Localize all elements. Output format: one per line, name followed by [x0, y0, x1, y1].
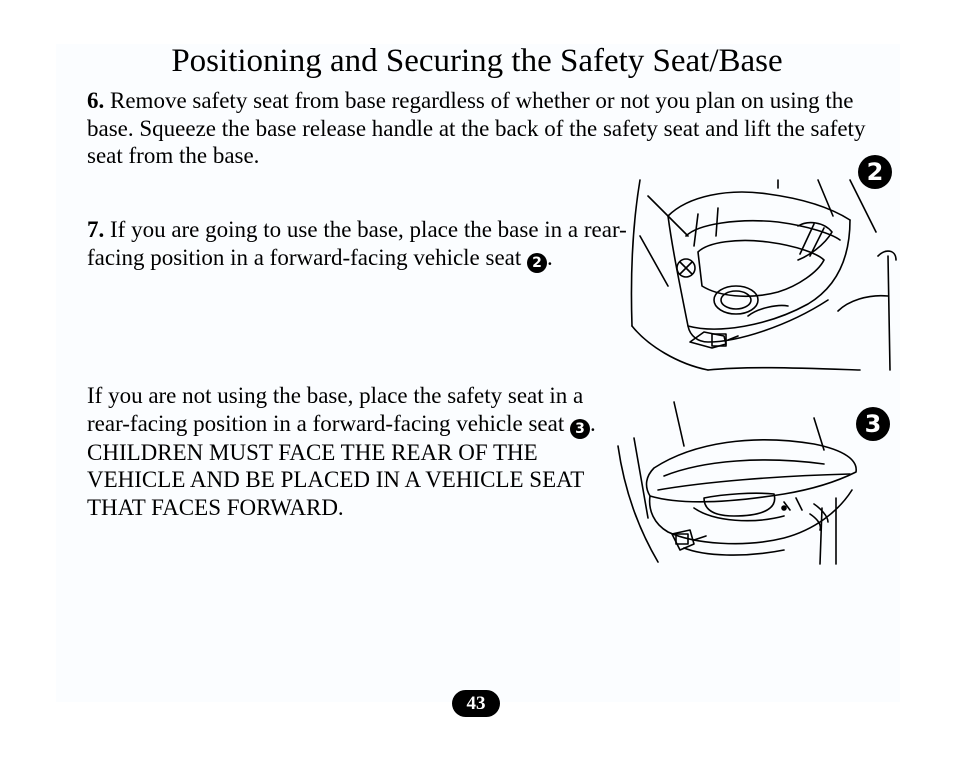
figure-3-seat-illustration [614, 398, 864, 568]
step-7-paragraph [87, 216, 627, 273]
no-base-text: If you are not using the base, place the safety seat in a rear-facing position in a forward-facing vehicle seat [87, 383, 584, 436]
step-6-number: 6. [87, 88, 105, 113]
figure-2-base-illustration [628, 176, 898, 372]
page-title: Positioning and Securing the Safety Seat/Base [171, 43, 783, 79]
no-base-text-end: . CHILDREN MUST FACE THE REAR OF THE VEHICLE AND BE PLACED IN A VEHICLE SEAT THAT FACES FORWARD. [87, 410, 596, 520]
figure-3-reference: 3 [570, 419, 590, 439]
step-6-text: Remove safety seat from base regardless of whether or not you plan on using the base. Squeeze the base release handle at the back of the safety seat and lift the safety seat from the base. [87, 88, 866, 168]
step-7-number: 7. [87, 217, 105, 242]
step-7-text-end: . [547, 244, 553, 270]
no-base-paragraph [87, 382, 607, 521]
figure-3-label: 3 [856, 407, 890, 441]
page-number-badge: 43 [452, 690, 500, 717]
figure-2-reference: 2 [527, 253, 547, 273]
figure-2-label: 2 [858, 155, 892, 189]
step-6-paragraph [87, 87, 887, 170]
step-7-text: If you are going to use the base, place the base in a rear-facing position in a forward-facing vehicle seat [87, 217, 627, 270]
